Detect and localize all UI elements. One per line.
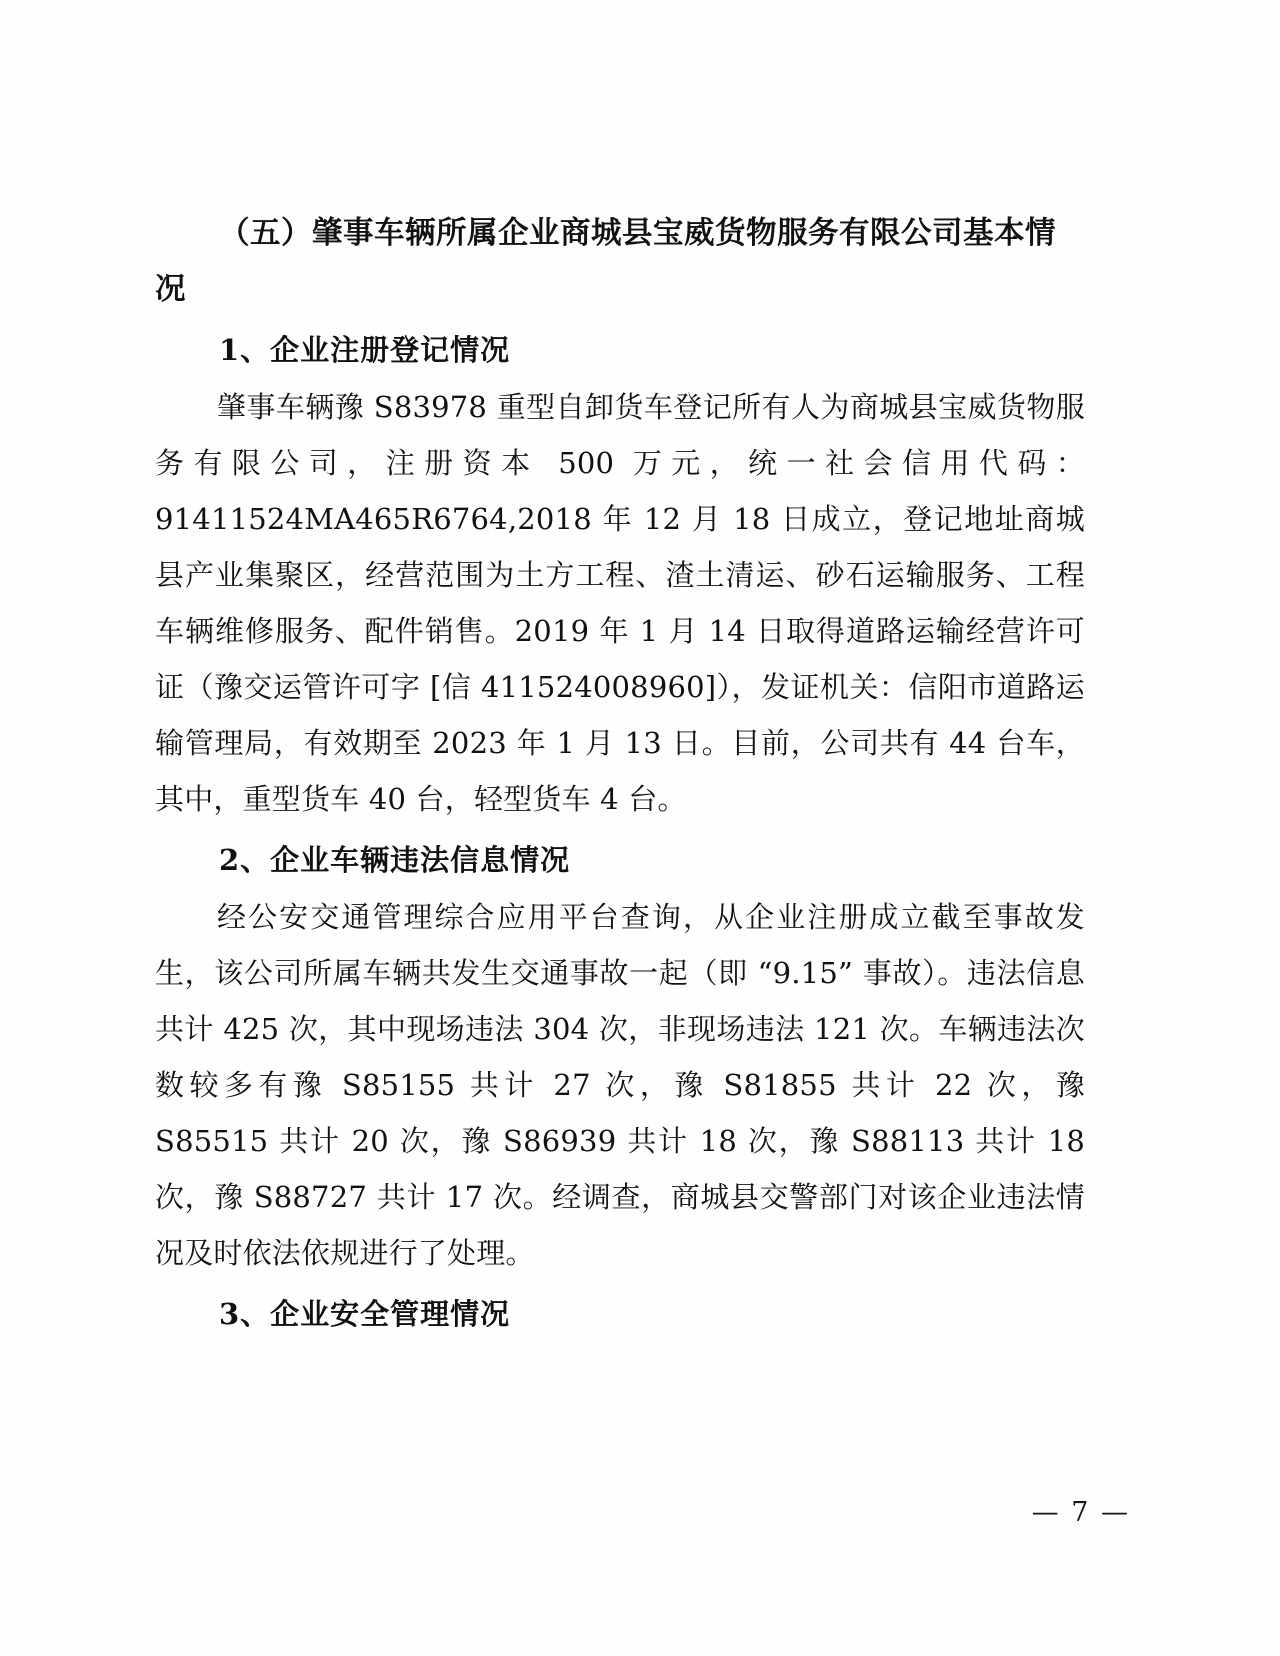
- subsection-2-paragraph-1: 经公安交通管理综合应用平台查询，从企业注册成立截至事故发生，该公司所属车辆共发生交通事故一起（即 “9.15” 事故）。违法信息共计 425 次，其中现场违法 304 次，非现场违法 121 次。车辆违法次数较多有豫 S85155 共计 27 次，豫 S81855 共计 22 次，豫 S85515 共计 20 次，豫 S86939 共计 18 次，豫 S88113 共计 18 次，豫 S88727 共计 17 次。经调查，商城县交警部门对该企业违法情况及时依法依规进行了处理。: [155, 900, 1085, 1270]
- subsection-heading-3: 3、企业安全管理情况: [219, 1297, 511, 1331]
- subsection-heading-2: 2、企业车辆违法信息情况: [219, 843, 571, 877]
- page-content: [155, 205, 1085, 1343]
- page-number: — 7 —: [1031, 1497, 1130, 1528]
- subsection-heading-1: 1、企业注册登记情况: [219, 333, 511, 367]
- subsection-1-paragraph-1: 肇事车辆豫 S83978 重型自卸货车登记所有人为商城县宝威货物服务有限公司，注册资本 500 万元，统一社会信用代码：91411524MA465R6764,2018 年 12 月 18 日成立，登记地址商城县产业集聚区，经营范围为土方工程、渣土清运、砂石运输服务、工程车辆维修服务、配件销售。2019 年 1 月 14 日取得道路运输经营许可证（豫交运管许可字 [信 411524008960]），发证机关：信阳市道路运输管理局，有效期至 2023 年 1 月 13 日。目前，公司共有 44 台车，其中，重型货车 40 台，轻型货车 4 台。: [155, 390, 1085, 816]
- section-heading: （五）肇事车辆所属企业商城县宝威货物服务有限公司基本情况: [155, 215, 1056, 307]
